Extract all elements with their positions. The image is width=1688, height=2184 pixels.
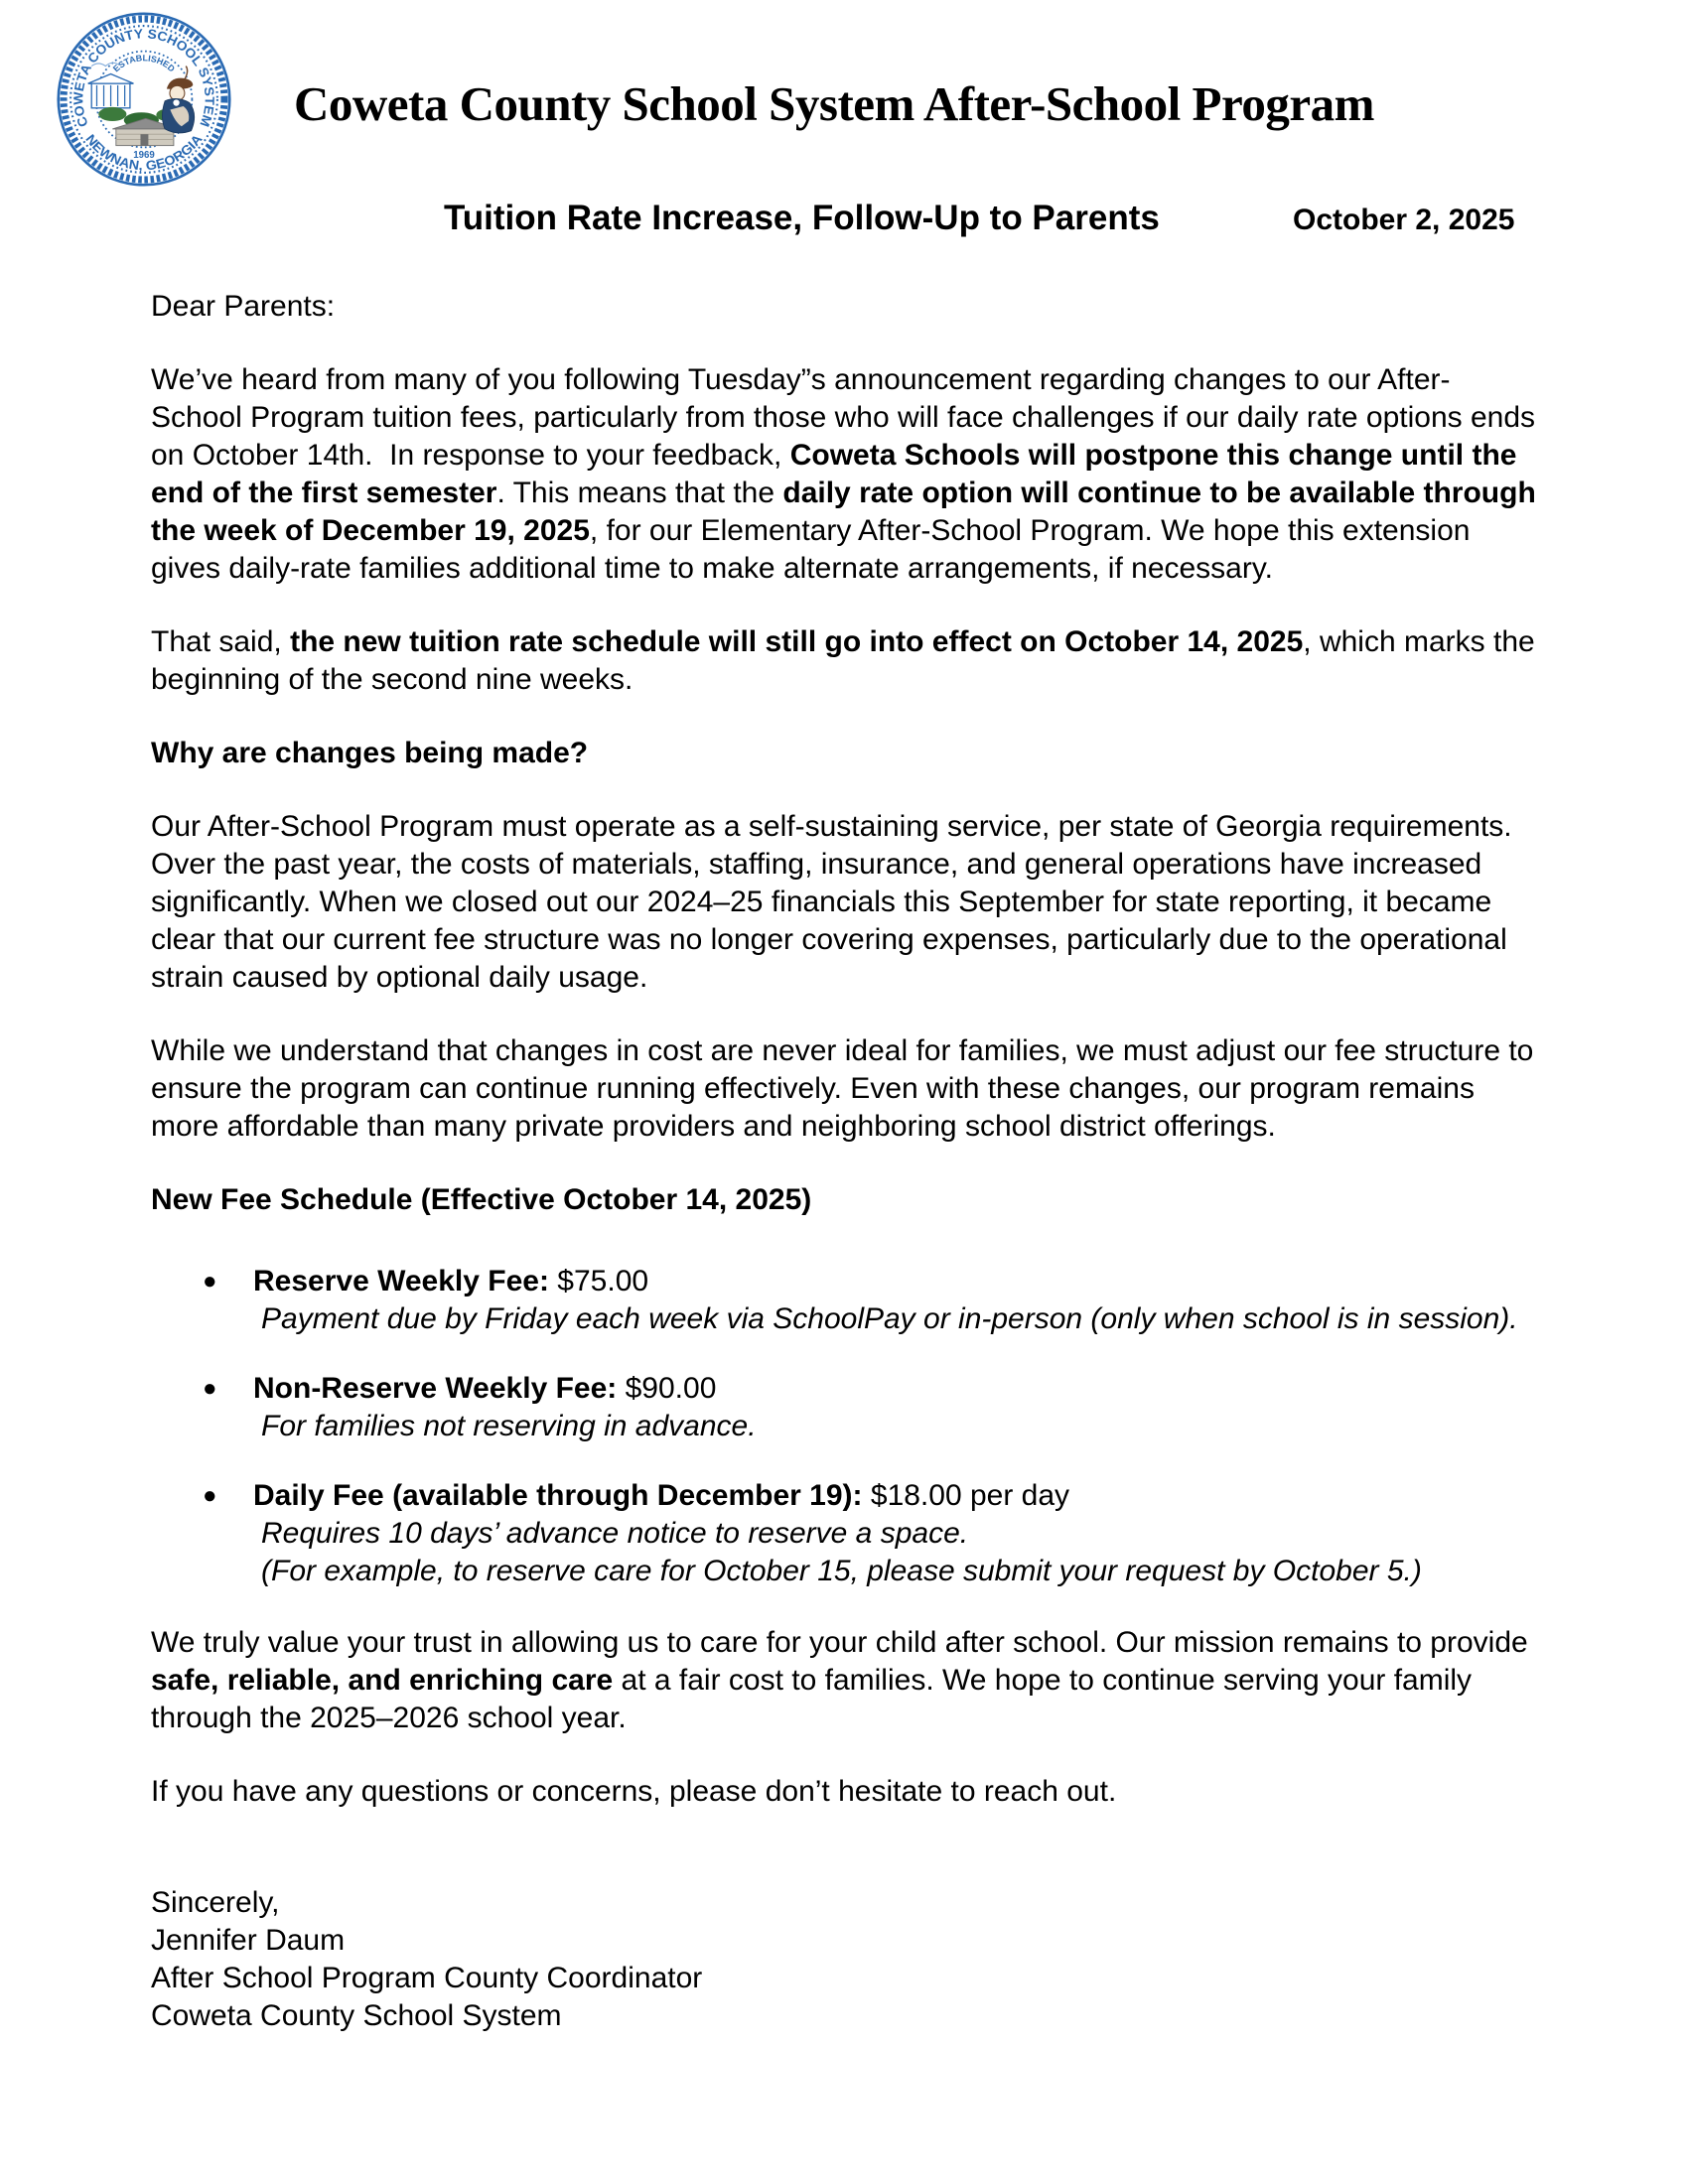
seal-tree-left	[98, 107, 126, 121]
school-seal-logo	[57, 12, 231, 187]
seal-figure-collar	[173, 99, 179, 105]
closing-sincerely: Sincerely,	[151, 1886, 280, 1919]
fee-list	[151, 1263, 1539, 1590]
letter-date: October 2, 2025	[1293, 204, 1515, 236]
fee-note: (For example, to reserve care for October 15, please submit your request by October 5.)	[261, 1555, 1422, 1587]
fee-item-reserve-weekly	[151, 1263, 1539, 1338]
paragraph-self-sustaining: Our After-School Program must operate as a self-sustaining service, per state of Georgia requirements. Over the past year, the costs of materials, staffing, insurance, and general operations have increased significantly. When we closed out our 2024–25 financials this September for state reporting, it became clear that our current fee structure was no longer covering expenses, particularly due to the operational strain caused by optional daily usage.	[151, 810, 1520, 994]
fee-label: Reserve Weekly Fee:	[253, 1265, 549, 1297]
bullet-icon: ●	[203, 1482, 217, 1509]
bullet-icon: ●	[203, 1375, 217, 1402]
fee-note: Requires 10 days’ advance notice to reserve a space.	[261, 1517, 969, 1550]
fee-note: Payment due by Friday each week via SchoolPay or in-person (only when school is in session).	[261, 1302, 1518, 1335]
signature-block	[151, 1884, 1539, 2035]
fee-title	[253, 1370, 1539, 1408]
letter-subject: Tuition Rate Increase, Follow-Up to Parents	[444, 199, 1160, 237]
seal-established-label: ESTABLISHED	[110, 53, 178, 74]
bullet-icon: ●	[203, 1268, 217, 1295]
seal-year: 1969	[133, 149, 155, 161]
fee-label: Daily Fee (available through December 19):	[253, 1479, 863, 1512]
letter-body	[151, 288, 1545, 2035]
section-heading-fee-schedule: New Fee Schedule (Effective October 14, 2025)	[151, 1183, 812, 1216]
paragraph-announcement: We’ve heard from many of you following Tuesday”s announcement regarding changes to our After-School Program tuition fees, particularly from those who will face challenges if our daily rate options ends on October 14th. In response to your feedback, Coweta Schools will postpone this change until the end of the first semester. This means that the daily rate option will continue to be available through the week of December 19, 2025, for our Elementary After-School Program. We hope this extension gives daily-rate families additional time to make alternate arrangements, if necessary.	[151, 363, 1545, 585]
fee-value: $18.00 per day	[862, 1479, 1070, 1512]
fee-item-non-reserve-weekly	[151, 1370, 1539, 1445]
paragraph-effective-date: That said, the new tuition rate schedule will still go into effect on October 14, 2025, which marks the beginning of the second nine weeks.	[151, 625, 1544, 696]
section-heading-why-changes: Why are changes being made?	[151, 737, 589, 769]
fee-item-daily	[151, 1477, 1539, 1590]
seal-ring-text-top: COWETA COUNTY SCHOOL SYSTEM	[70, 26, 217, 129]
salutation: Dear Parents:	[151, 290, 336, 323]
seal-cabin-door	[140, 134, 148, 145]
paragraph-appreciation: We truly value your trust in allowing us to care for your child after school. Our mission remains to provide safe, reliable, and enriching care at a fair cost to families. We hope to continue serving your family through the 2025–2026 school year.	[151, 1626, 1537, 1734]
signer-organization: Coweta County School System	[151, 1999, 562, 2032]
seal-figure-head	[170, 85, 185, 100]
fee-label: Non-Reserve Weekly Fee:	[253, 1372, 618, 1405]
page-title: Coweta County School System After-School Program	[294, 76, 1374, 131]
paragraph-questions: If you have any questions or concerns, please don’t hesitate to reach out.	[151, 1775, 1117, 1808]
signer-name: Jennifer Daum	[151, 1924, 346, 1957]
fee-value: $75.00	[548, 1265, 649, 1297]
seal-ring-text-bottom: NEWNAN, GEORGIA	[82, 131, 206, 174]
fee-value: $90.00	[617, 1372, 717, 1405]
fee-title	[253, 1477, 1539, 1515]
paragraph-fee-adjustment: While we understand that changes in cost are never ideal for families, we must adjust our fee structure to ensure the program can continue running effectively. Even with these changes, our program remains more affordable than many private providers and neighboring school district offerings.	[151, 1034, 1542, 1143]
signer-title: After School Program County Coordinator	[151, 1962, 703, 1994]
fee-title	[253, 1263, 1539, 1300]
fee-note: For families not reserving in advance.	[261, 1410, 757, 1442]
